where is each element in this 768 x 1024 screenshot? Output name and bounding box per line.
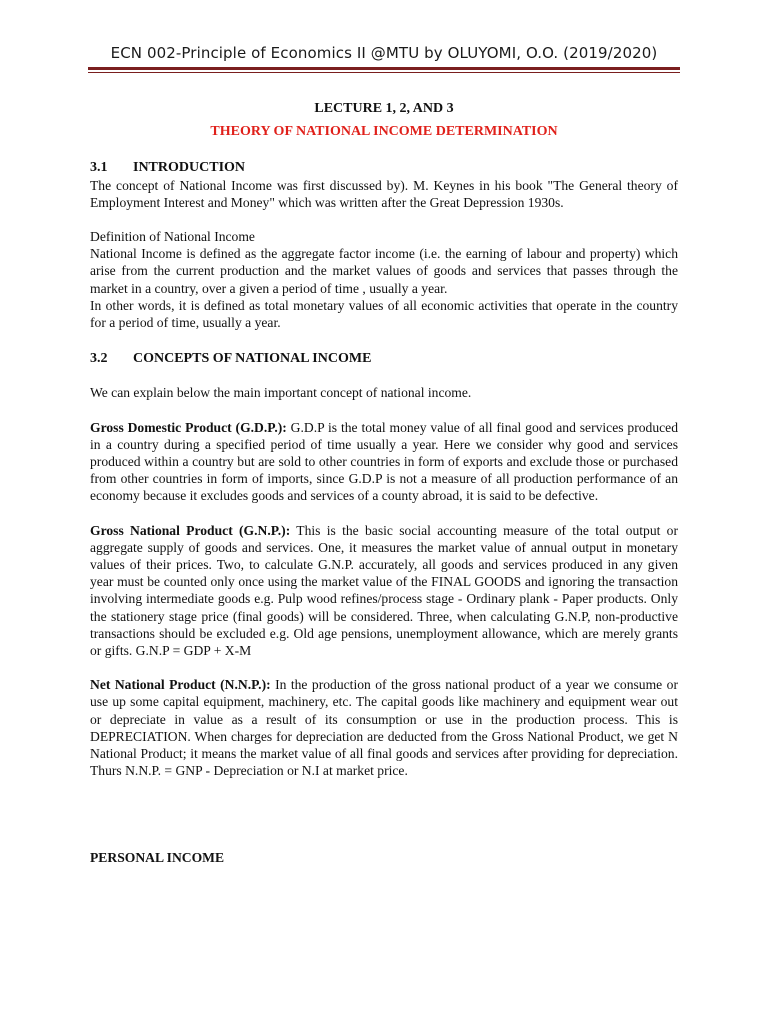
intro-paragraph: The concept of National Income was first discussed by). M. Keynes in his book "The General theory of Employment Interest and Money" which was written after the Great Depression 1930s. — [90, 177, 678, 210]
gnp-paragraph — [90, 522, 678, 660]
personal-income-heading: PERSONAL INCOME — [90, 849, 225, 865]
gdp-paragraph — [90, 419, 678, 505]
gnp-text: This is the basic social accounting measure of the total output or aggregate supply of goods and services. One, it measures the market value of annual output in monetary values of their prices. Two, to calculate G.N.P. accurately, all goods and services produced in any given year must be counted only once using the market value of the FINAL GOODS and ignoring the transaction involving intermediate goods e.g. Pulp wood refines/process stage - Ordinary plank - Paper products. Only the stationery stage price (final goods) will be considered. Three, when calculating G.N.P, non-productive transactions should be excluded e.g. Old age pensions, unemployment allowance, which are merely grants or gifts. G.N.P = GDP + X-M — [90, 522, 678, 659]
nnp-term: Net National Product (N.N.P.): — [90, 677, 271, 693]
gnp-term: Gross National Product (G.N.P.): — [90, 522, 291, 538]
theory-title: THEORY OF NATIONAL INCOME DETERMINATION — [210, 124, 558, 140]
section-3-1-heading — [90, 159, 678, 176]
gdp-text: G.D.P is the total money value of all final good and services produced in a country during a specified period of time usually a year. Here we consider why good and services produced within a country but are sold to other countries in form of exports and exclude those or purchased from other countries in form of imports, since G.D.P is not a measure of all production performance of an economy because it excludes goods and services of a county abroad, it is said to be defective. — [90, 419, 678, 504]
section-3-2-heading — [90, 350, 678, 367]
header-rule-thin — [88, 72, 680, 73]
section-number: 3.2 — [90, 351, 108, 367]
concepts-intro: We can explain below the main important concept of national income. — [90, 385, 472, 401]
lecture-title: LECTURE 1, 2, AND 3 — [314, 101, 454, 116]
header-rule-thick — [88, 67, 680, 70]
definition-paragraph-2: In other words, it is defined as total monetary values of all economic activities that operate in the country for a period of time, usually a year. — [90, 297, 678, 331]
page-header: ECN 002-Principle of Economics II @MTU by OLUYOMI, O.O. (2019/2020) — [110, 44, 658, 62]
definition-paragraph-1: National Income is defined as the aggregate factor income (i.e. the earning of labour and property) which arise from the current production and the market values of goods and services that passes through the market in a country, over a given a period of time , usually a year. — [90, 246, 678, 296]
section-title: CONCEPTS OF NATIONAL INCOME — [133, 351, 372, 367]
definition-heading: Definition of National Income — [90, 229, 255, 245]
section-title: INTRODUCTION — [133, 160, 246, 176]
nnp-text: In the production of the gross national product of a year we consume or use up some capital equipment, machinery, etc. The capital goods like machinery and equipment wear out or depreciate in value as a result of its consumption or use in the production process. This is DEPRECIATION. When charges for depreciation are deducted from the Gross National Product, we get N National Product; it means the market value of all final goods and services after providing for depreciation. Thurs N.N.P. = GNP - Depreciation or N.I at market price. — [90, 677, 678, 779]
gdp-term: Gross Domestic Product (G.D.P.): — [90, 419, 287, 435]
section-number: 3.1 — [90, 160, 108, 176]
document-body — [90, 100, 678, 866]
nnp-paragraph — [90, 676, 678, 779]
